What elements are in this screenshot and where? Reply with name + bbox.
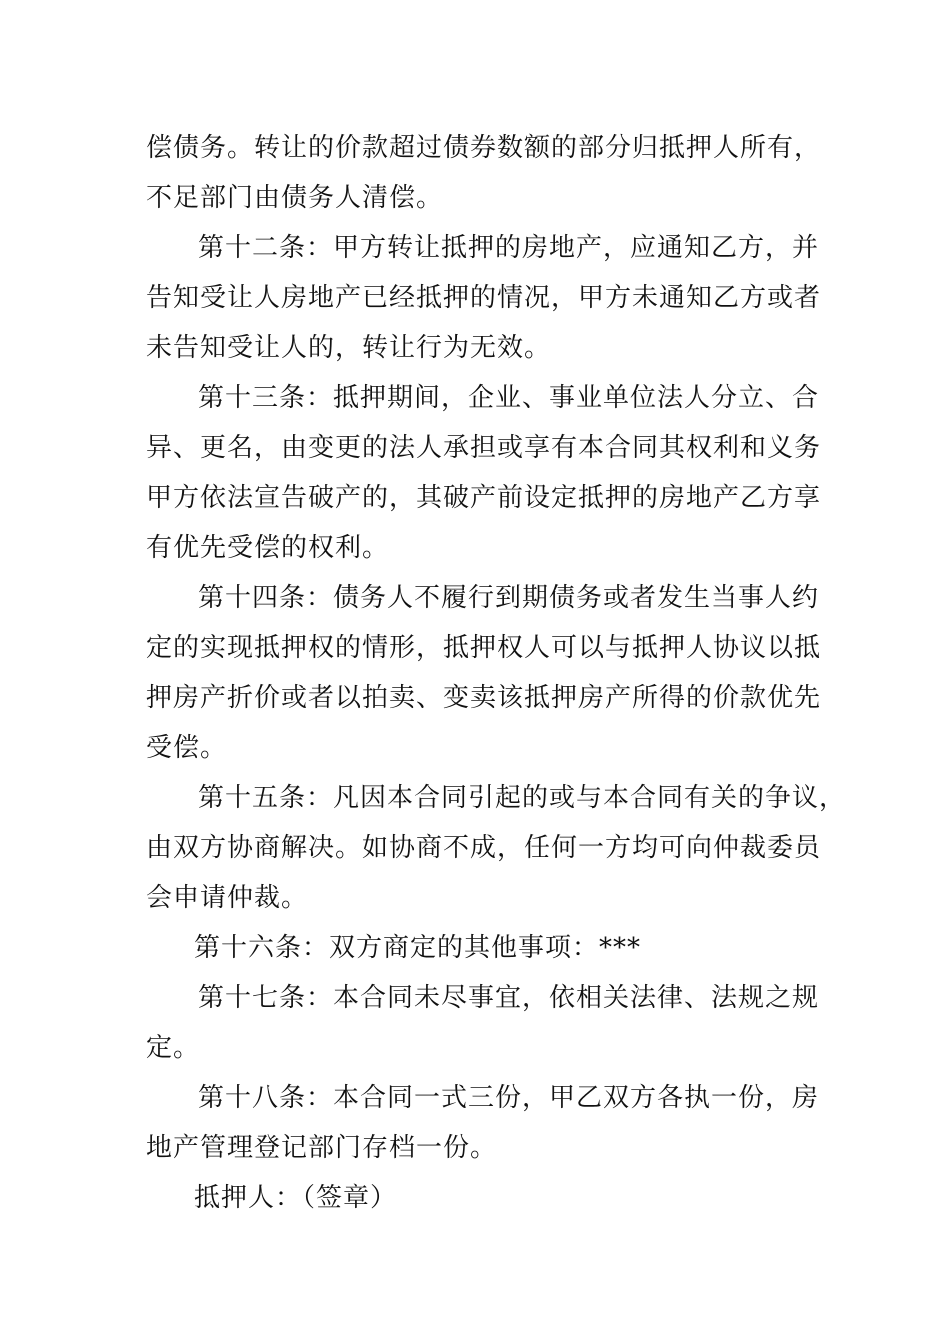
text-line: 由双方协商解决。如协商不成，任何一方均可向仲裁委员: [146, 833, 822, 863]
text-line: 会申请仲裁。: [146, 883, 309, 913]
text-line: 受偿。: [146, 733, 228, 763]
article-18-start: 第十八条：本合同一式三份，甲乙双方各执一份，房: [198, 1083, 820, 1113]
text-line: 定。: [146, 1033, 201, 1063]
text-line: 有优先受偿的权利。: [146, 533, 390, 563]
article-17-start: 第十七条：本合同未尽事宜，依相关法律、法规之规: [198, 983, 820, 1013]
text-line: 告知受让人房地产已经抵押的情况，甲方未通知乙方或者: [146, 283, 822, 313]
text-line: 不足部门由债务人清偿。: [146, 183, 444, 213]
article-16: 第十六条：双方商定的其他事项：***: [194, 933, 642, 963]
article-15-start: 第十五条：凡因本合同引起的或与本合同有关的争议，: [198, 783, 847, 813]
mortgagor-signature-line: 抵押人：（签章）: [194, 1183, 398, 1213]
article-13-start: 第十三条：抵押期间，企业、事业单位法人分立、合: [198, 383, 820, 413]
text-line: 偿债务。转让的价款超过债券数额的部分归抵押人所有，: [146, 133, 822, 163]
text-line: 甲方依法宣告破产的，其破产前设定抵押的房地产乙方享: [146, 483, 822, 513]
text-line: 未告知受让人的，转让行为无效。: [146, 333, 552, 363]
article-14-start: 第十四条：债务人不履行到期债务或者发生当事人约: [198, 583, 820, 613]
text-line: 地产管理登记部门存档一份。: [146, 1133, 498, 1163]
text-line: 押房产折价或者以拍卖、变卖该抵押房产所得的价款优先: [146, 683, 822, 713]
article-12-start: 第十二条：甲方转让抵押的房地产，应通知乙方，并: [198, 233, 820, 263]
text-line: 异、更名，由变更的法人承担或享有本合同其权利和义务: [146, 433, 822, 463]
text-line: 定的实现抵押权的情形，抵押权人可以与抵押人协议以抵: [146, 633, 822, 663]
